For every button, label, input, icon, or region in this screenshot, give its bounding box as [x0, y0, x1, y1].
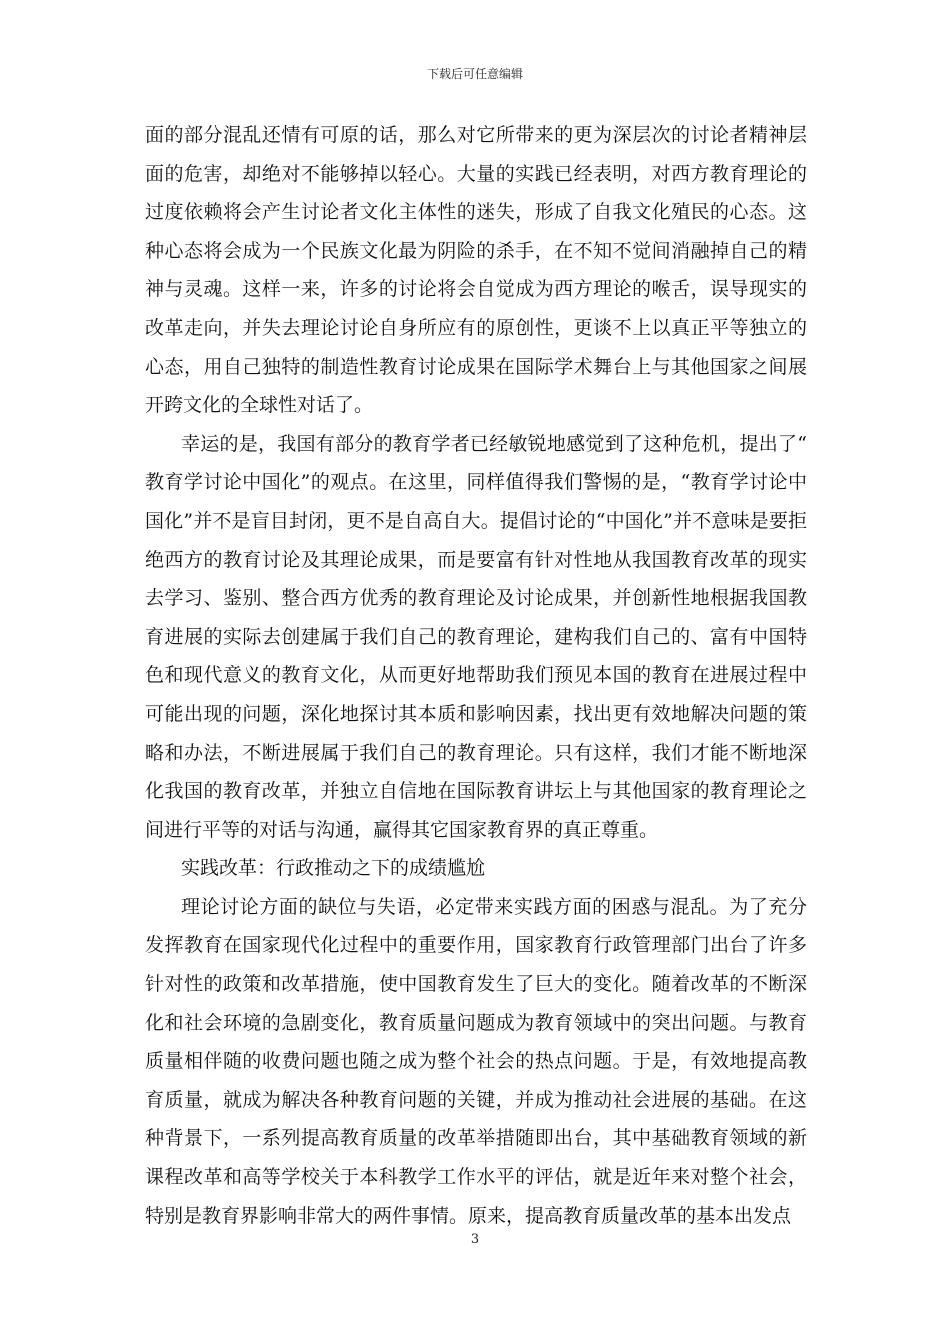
paragraph: 幸运的是，我国有部分的教育学者已经敏锐地感觉到了这种危机，提出了“教育学讨论中国化”的观点。在这里，同样值得我们警惕的是，“教育学讨论中国化”并不是盲目封闭，更不是自高自大。提倡讨论的“中国化”并不意味是要拒绝西方的教育讨论及其理论成果，而是要富有针对性地从我国教育改革的现实去学习、鉴别、整合西方优秀的教育理论及讨论成果，并创新性地根据我国教育进展的实际去创建属于我们自己的教育理论，建构我们自己的、富有中国特色和现代意义的教育文化，从而更好地帮助我们预见本国的教育在进展过程中可能出现的问题，深化地探讨其本质和影响因素，找出更有效地解决问题的策略和办法，不断进展属于我们自己的教育理论。只有这样，我们才能不断地深化我国的教育改革，并独立自信地在国际教育讲坛上与其他国家的教育理论之间进行平等的对话与沟通，赢得其它国家教育界的真正尊重。 — [145, 432, 807, 841]
page-header: 下载后可任意编辑 — [426, 67, 523, 81]
section-heading: 实践改革：行政推动之下的成绩尴尬 — [181, 857, 486, 880]
document-body — [145, 116, 807, 1235]
paragraph: 理论讨论方面的缺位与失语，必定带来实践方面的困惑与混乱。为了充分发挥教育在国家现代化过程中的重要作用，国家教育行政管理部门出台了许多针对性的政策和改革措施，使中国教育发生了巨大的变化。随着改革的不断深化和社会环境的急剧变化，教育质量问题成为教育领域中的突出问题。与教育质量相伴随的收费问题也随之成为整个社会的热点问题。于是，有效地提高教育质量，就成为解决各种教育问题的关键，并成为推动社会进展的基础。在这种背景下，一系列提高教育质量的改革举措随即出台，其中基础教育领域的新课程改革和高等学校关于本科教学工作水平的评估，就是近年来对整个社会，特别是教育界影响非常大的两件事情。原来，提高教育质量改革的基本出发点 — [145, 895, 807, 1227]
paragraph-continuation: 面的部分混乱还情有可原的话，那么对它所带来的更为深层次的讨论者精神层面的危害，却绝对不能够掉以轻心。大量的实践已经表明，对西方教育理论的过度依赖将会产生讨论者文化主体性的迷失，形成了自我文化殖民的心态。这种心态将会成为一个民族文化最为阴险的杀手，在不知不觉间消融掉自己的精神与灵魂。这样一来，许多的讨论将会自觉成为西方理论的喉舌，误导现实的改革走向，并失去理论讨论自身所应有的原创性，更谈不上以真正平等独立的心态，用自己独特的制造性教育讨论成果在国际学术舞台上与其他国家之间展开跨文化的全球性对话了。 — [145, 124, 807, 417]
page-number: 3 — [470, 1232, 480, 1247]
